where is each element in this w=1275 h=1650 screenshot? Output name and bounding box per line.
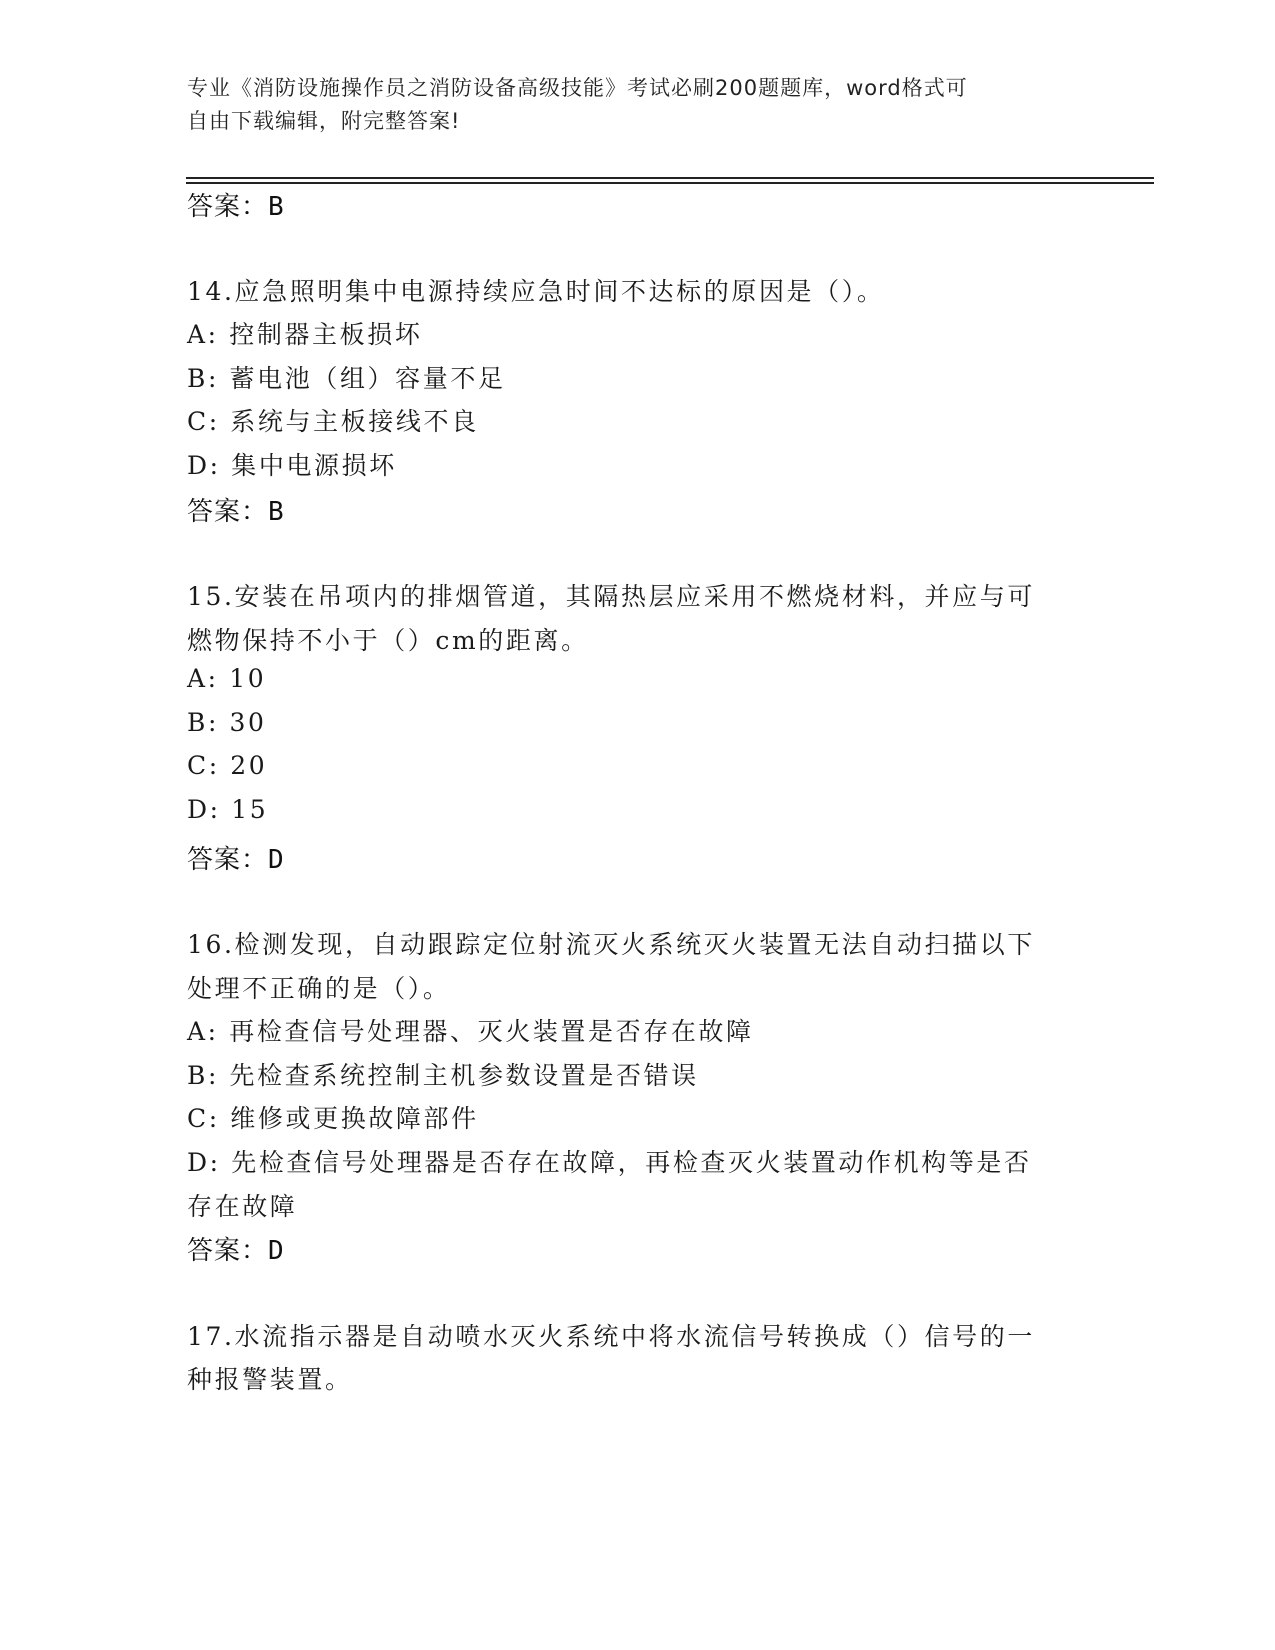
- option-a: A: 再检查信号处理器、灭火装置是否存在故障: [187, 1017, 754, 1046]
- option-a: A: 10: [187, 664, 267, 693]
- option-d: D: 集中电源损坏: [187, 451, 397, 480]
- question-stem-line: 15.安装在吊项内的排烟管道，其隔热层应采用不燃烧材料，并应与可: [187, 582, 1035, 611]
- answer-value: B: [268, 497, 285, 527]
- header-line-1: 专业《消防设施操作员之消防设备高级技能》考试必刷200题题库，word格式可: [187, 76, 968, 100]
- option-c: C: 系统与主板接线不良: [187, 407, 479, 436]
- header-line-2: 自由下载编辑，附完整答案!: [187, 109, 461, 133]
- question-stem-line: 17.水流指示器是自动喷水灭火系统中将水流信号转换成（）信号的一: [187, 1322, 1035, 1351]
- answer-value: D: [268, 1236, 285, 1266]
- option-d: D: 先检查信号处理器是否存在故障，再检查灭火装置动作机构等是否: [187, 1148, 1032, 1177]
- option-b: B: 30: [187, 708, 267, 737]
- option-d: D: 15: [187, 795, 269, 824]
- option-c: C: 20: [187, 751, 268, 780]
- option-b: B: 蓄电池（组）容量不足: [187, 364, 506, 393]
- answer-label: 答案：: [187, 192, 269, 222]
- answer-label: 答案：: [187, 845, 269, 875]
- option-c: C: 维修或更换故障部件: [187, 1104, 479, 1133]
- answer-label: 答案：: [187, 497, 269, 527]
- answer-line: [187, 491, 285, 528]
- document-header: [187, 72, 1067, 138]
- question-stem-line: 处理不正确的是（）。: [187, 974, 451, 1003]
- question-stem-line: 16.检测发现，自动跟踪定位射流灭火系统灭火装置无法自动扫描以下: [187, 930, 1035, 959]
- answer-value: D: [268, 845, 285, 875]
- option-b: B: 先检查系统控制主机参数设置是否错误: [187, 1061, 699, 1090]
- header-divider-bottom: [186, 182, 1154, 184]
- answer-line: [187, 1230, 285, 1267]
- answer-value: B: [268, 192, 285, 222]
- option-a: A: 控制器主板损坏: [187, 320, 423, 349]
- answer-line: [187, 839, 285, 876]
- option-d-continuation: 存在故障: [187, 1192, 298, 1221]
- question-stem-line: 种报警装置。: [187, 1365, 353, 1394]
- answer-label: 答案：: [187, 1236, 269, 1266]
- answer-line: [187, 186, 285, 223]
- question-stem-line: 14.应急照明集中电源持续应急时间不达标的原因是（）。: [187, 277, 885, 306]
- header-divider-top: [186, 177, 1154, 179]
- question-stem-line: 燃物保持不小于（）cm的距离。: [187, 626, 589, 655]
